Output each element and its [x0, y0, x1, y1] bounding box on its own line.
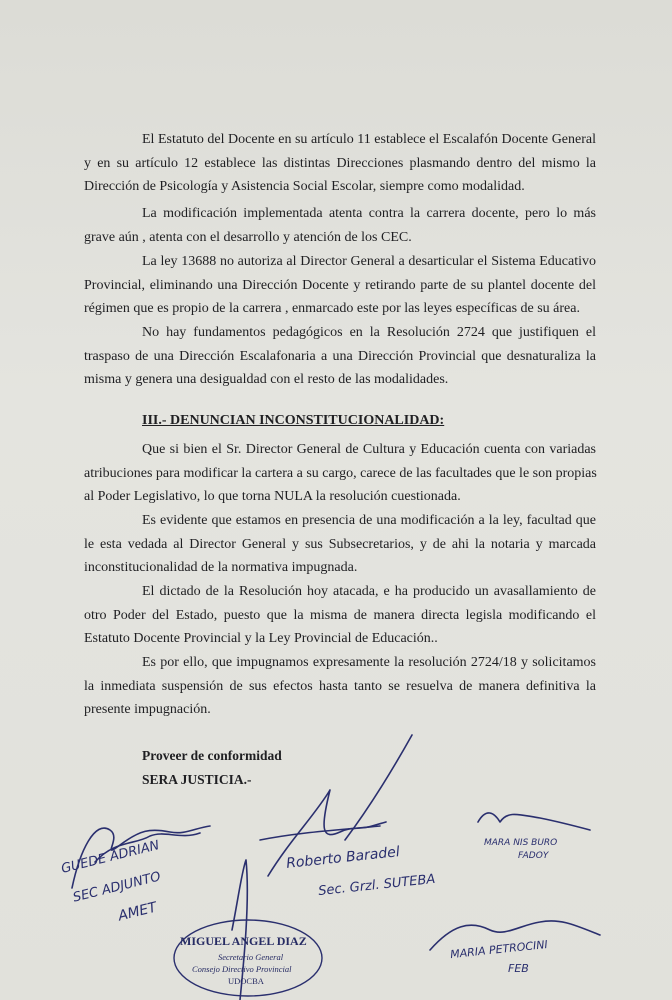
text-line: Dirección de Psicología y Asistencia Social Escolar, siempre como modalidad.	[84, 179, 525, 194]
text-line: atribuciones para modificar la cartera a su cargo, carece de las facultades que le son propias	[84, 465, 597, 481]
text-line: misma y genera una desigualdad con el resto de las modalidades.	[84, 372, 449, 387]
stamp-council: Consejo Directivo Provincial	[192, 964, 292, 974]
section-heading: III.- DENUNCIAN INCONSTITUCIONALIDAD:	[142, 413, 445, 428]
text-line: al Poder Legislativo, lo que torna NULA la resolución cuestionada.	[84, 489, 461, 504]
text-line: La modificación implementada atenta contra la carrera docente, pero lo más	[142, 206, 596, 221]
paragraph-ley	[84, 250, 596, 321]
closing-line: Proveer de conformidad	[142, 748, 282, 763]
paragraph-estatuto	[84, 128, 596, 199]
paragraph-modificacion	[84, 202, 596, 249]
paragraph-fundamentos	[84, 321, 596, 392]
text-line: la inmediata suspensión de sus efectos hasta tanto se resuelva de manera definitiva la	[84, 678, 596, 694]
text-line: traspaso de una Dirección Escalafonaria a una Dirección Provincial que desnaturaliza la	[84, 348, 596, 364]
paragraph-dictado	[84, 580, 596, 651]
text-line: La ley 13688 no autoriza al Director General a desarticular el Sistema Educativo	[142, 254, 596, 269]
text-line: Estatuto Docente Provincial y la Ley Provincial de Educación..	[84, 631, 438, 646]
text-line: inconstitucionalidad de la normativa impugnada.	[84, 560, 358, 575]
signature-3-line-2: FADOY	[518, 851, 549, 861]
signature-2-line-2: Sec. Grzl. SUTEBA	[317, 871, 436, 900]
signature-4-line-2: FEB	[508, 962, 529, 975]
signature-1-line-3: AMET	[116, 899, 159, 925]
text-line: Es por ello, que impugnamos expresamente la resolución 2724/18 y solicitamos	[142, 655, 596, 670]
text-line: Provincial, eliminando una Dirección Docente y retirando parte de su plantel docente del	[84, 277, 596, 293]
text-line: Que si bien el Sr. Director General de Cultura y Educación cuenta con variadas	[142, 442, 596, 457]
text-line: El Estatuto del Docente en su artículo 11 establece el Escalafón Docente General	[142, 132, 596, 147]
signature-1-line-2: SEC ADJUNTO	[71, 869, 163, 906]
signature-4-line-1: MARIA PETROCINI	[449, 937, 549, 962]
signature-1-line-1: GUEDE ADRIAN	[59, 838, 161, 877]
section-heading-text: III.- DENUNCIAN INCONSTITUCIONALIDAD	[142, 413, 440, 428]
text-line: régimen que es propio de la carrera , enmarcado este por las leyes específicas de su área.	[84, 301, 580, 316]
text-line: y en su artículo 12 establece las distintas Direcciones plasmando dentro del mismo la	[84, 155, 596, 171]
closing-line: SERA JUSTICIA.-	[142, 772, 252, 787]
stamp-name: MIGUEL ANGEL DIAZ	[180, 934, 307, 948]
text-line: No hay fundamentos pedagógicos en la Resolución 2724 que justifiquen el	[142, 325, 596, 340]
text-line: El dictado de la Resolución hoy atacada, e ha producido un avasallamiento de	[142, 584, 596, 599]
text-line: le esta vedada al Director General y sus Subsecretarios, y de ahi la notaria y marcada	[84, 536, 596, 552]
signature-2-line-1: Roberto Baradel	[285, 844, 401, 872]
paragraph-evidente	[84, 509, 596, 580]
paragraph-atribuciones	[84, 438, 596, 509]
stamp-title: Secretario General	[218, 952, 284, 962]
text-line: Es evidente que estamos en presencia de una modificación a la ley, facultad que	[142, 513, 596, 528]
text-line: otro Poder del Estado, puesto que la misma de manera directa legisla modificando el	[84, 607, 596, 623]
paragraph-impugnamos	[84, 651, 596, 722]
text-line: presente impugnación.	[84, 702, 211, 717]
signature-3-line-1: MARA NIS BURO	[484, 838, 558, 848]
stamp-org: UDOCBA	[228, 976, 264, 986]
text-line: grave aún , atenta con el desarrollo y atención de los CEC.	[84, 229, 412, 245]
